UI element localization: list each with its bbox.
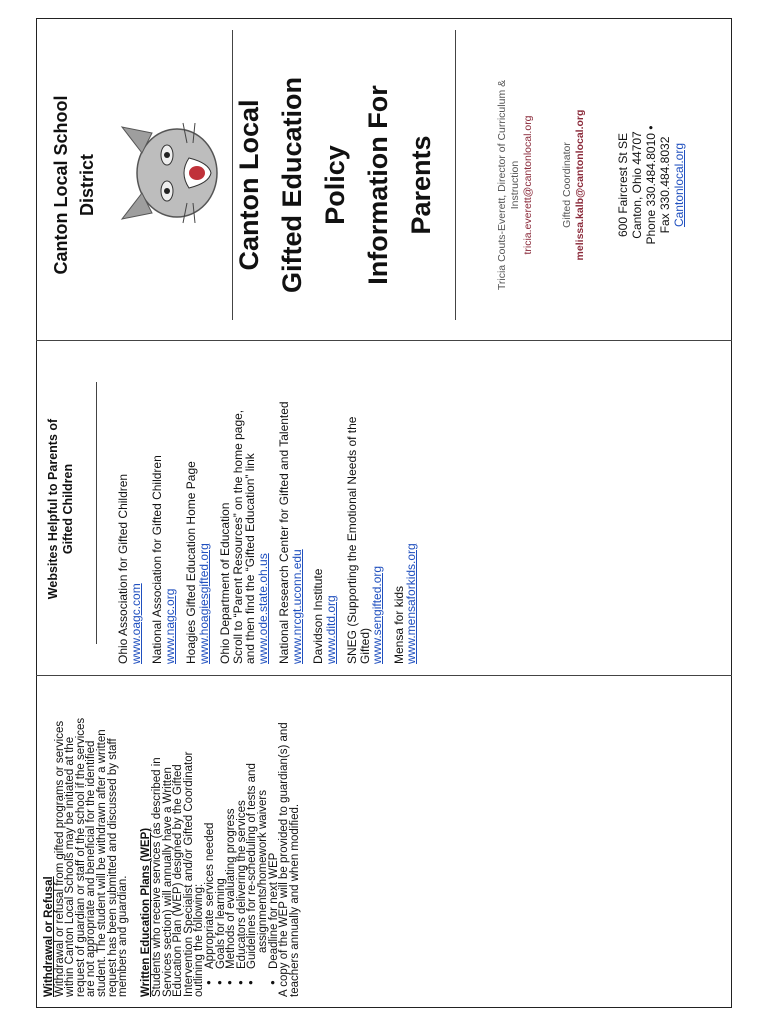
website-link[interactable]: www.nrcgt.uconn.edu	[289, 549, 304, 664]
wep-text-line: Students who receive services (as described in	[151, 757, 163, 997]
band-divider-top	[36, 340, 732, 341]
bullet-dot: ●	[204, 980, 213, 985]
withdrawal-heading: Withdrawal or Refusal	[43, 876, 55, 997]
websites-title-rule	[96, 382, 97, 644]
bullet-dot: ●	[267, 980, 277, 985]
website-note: Gifted)	[357, 627, 372, 664]
website-name: Ohio Department of Education	[218, 502, 232, 664]
website-name: National Research Center for Gifted and Talented	[277, 401, 291, 664]
coordinator-email[interactable]: melissa.kalb@cantonlocal.org	[574, 109, 586, 261]
website-link[interactable]: www.ditd.org	[323, 595, 338, 664]
withdrawal-text-line: student. The student will be withdrawn after a written	[96, 729, 108, 997]
withdrawal-text-line: members and guardian.	[117, 875, 130, 997]
website-name: Mensa for kids	[391, 585, 406, 664]
policy-title-line: Canton Local	[234, 99, 264, 271]
website-name: Davidson Institute	[311, 568, 325, 664]
wep-bullet-item: Guidelines for re-scheduling of tests and	[246, 763, 259, 969]
website-link[interactable]: www.ode.state.oh.us	[255, 553, 270, 664]
director-name: Tricia Couts-Everett, Director of Curriculum &	[496, 79, 508, 291]
website-link[interactable]: www.sengifted.org	[370, 565, 384, 664]
wep-heading: Written Education Plans (WEP)	[140, 827, 153, 997]
website-name: National Association for Gifted Children	[150, 455, 164, 664]
address-street: 600 Faircrest St SE	[616, 132, 630, 238]
wep-text-line: Intervention Specialist and/or Gifted Coordinator	[182, 751, 195, 997]
website-link[interactable]: www.nagc.org	[162, 588, 177, 664]
bullet-dot: ●	[225, 980, 235, 985]
district-website-link[interactable]: Cantonlocal.org	[672, 142, 686, 228]
website-link[interactable]: www.hoagiesgifted.org	[196, 543, 211, 664]
wep-bullet-continuation: assignments/homework waivers	[257, 790, 269, 953]
cover-rule-bottom	[455, 30, 456, 320]
withdrawal-text-line: within Canton Local Schools may be initiated at the	[64, 736, 77, 997]
wildcat-mascot-icon	[112, 118, 232, 228]
director-email[interactable]: tricia.everett@cantonlocal.org	[522, 115, 534, 255]
district-name-line1: Canton Local School	[51, 95, 71, 275]
policy-title-line: Policy	[320, 145, 350, 225]
website-note: and then find the “Gifted Education” link	[243, 453, 257, 664]
policy-title-line: Information For	[363, 85, 393, 285]
websites-title-line1: Websites Helpful to Parents of	[46, 418, 60, 600]
district-name-line2: District	[77, 154, 97, 217]
bullet-dot: ●	[246, 980, 256, 985]
website-name: Hoagies Gifted Education Home Page	[184, 461, 198, 664]
address-city: Canton, Ohio 44707	[630, 131, 644, 239]
websites-title-line2: Gifted Children	[61, 463, 75, 555]
website-name: Ohio Association for Gifted Children	[116, 473, 130, 664]
coordinator-label: Gifted Coordinator	[561, 142, 573, 228]
band-divider-bottom	[36, 675, 732, 676]
website-link[interactable]: www.mensaforkids.org	[404, 543, 418, 664]
wep-text-line: outlining the following:	[193, 883, 206, 997]
withdrawal-text-line: Withdrawal or refusal from gifted programs or services	[53, 720, 66, 997]
wep-bullet-item: Educators delivering the services	[235, 800, 248, 969]
withdrawal-text-line: are not appropriate and beneficial for the identified	[85, 740, 98, 997]
bullet-dot: ●	[214, 980, 224, 985]
website-link[interactable]: www.oagc.com	[128, 583, 143, 664]
wep-bullet-item: Deadline for next WEP	[267, 852, 280, 969]
wep-closing-line: A copy of the WEP will be provided to guardian(s) and	[278, 722, 291, 997]
bullet-dot: ●	[235, 980, 245, 985]
policy-title-line: Parents	[406, 135, 436, 235]
policy-title-line: Gifted Education	[277, 77, 307, 293]
fax-number: Fax 330.484.8032	[658, 136, 672, 234]
wep-bullet-item: Appropriate services needed	[204, 822, 216, 969]
wep-text-line: Services section) will annually have a Written	[161, 767, 174, 997]
cover-rule-top	[232, 30, 233, 320]
phone-number: Phone 330.484.8010 •	[644, 125, 658, 245]
withdrawal-text-line: request has been submitted and discussed by staff	[106, 738, 119, 997]
wep-bullet-item: Goals for learning	[214, 878, 227, 969]
wep-closing-line: teachers annually and when modified.	[288, 803, 301, 997]
website-note: Scroll to “Parent Resources” on the home page,	[230, 409, 245, 664]
wep-text-line: Education Plan (WEP) designed by the Gifted	[172, 764, 185, 997]
withdrawal-text-line: request of guardian or staff of the school if the services	[74, 717, 87, 997]
wep-bullet-item: Methods of evaluating progress	[225, 808, 238, 969]
director-title: Instruction	[509, 160, 521, 210]
website-name: SNEG (Supporting the Emotional Needs of the	[345, 416, 359, 664]
